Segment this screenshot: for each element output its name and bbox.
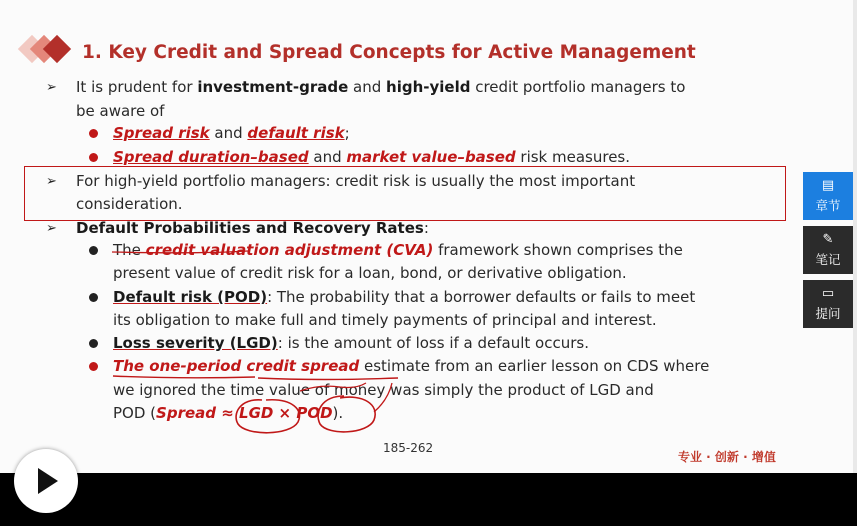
spread-formula: Spread ≈ LGD × POD <box>156 404 333 422</box>
text: and <box>209 124 248 142</box>
bullet-3-heading <box>76 219 429 237</box>
text: : <box>423 219 429 237</box>
sub-bullet-dot <box>89 293 98 302</box>
sub-bullet-spread-risk <box>113 124 350 142</box>
default-risk-pod-term: Default risk (POD) <box>113 288 268 306</box>
bullet-arrow-icon: ➢ <box>46 80 57 95</box>
spread-risk-term: Spread risk <box>113 124 210 142</box>
bold-high-yield: high-yield <box>386 78 471 96</box>
text: and <box>348 78 387 96</box>
spread-line-1 <box>113 357 709 375</box>
bullet-1-line-1 <box>76 78 685 96</box>
bullet-2-line-1: For high-yield portfolio managers: credit risk is usually the most important <box>76 172 636 190</box>
text: POD ( <box>113 404 157 422</box>
slogan: 专业 · 创新 · 增值 <box>678 450 776 464</box>
underline-one-period <box>113 376 255 378</box>
default-risk-term: default risk <box>247 124 345 142</box>
one-period-credit-spread-term: The one-period credit spread <box>113 357 360 375</box>
sub-bullet-risk-measures <box>113 148 630 166</box>
text: credit portfolio managers to <box>470 78 686 96</box>
loss-severity-term: Loss severity (LGD) <box>113 334 278 352</box>
question-label: 提问 <box>815 306 841 321</box>
text: and <box>308 148 347 166</box>
text: The <box>113 241 146 259</box>
sub-bullet-dot <box>89 153 98 162</box>
sub-bullet-dot <box>89 129 98 138</box>
text: : The probability that a borrower defaults or fails to meet <box>267 288 696 306</box>
default-probabilities-heading: Default Probabilities and Recovery Rates <box>76 219 424 237</box>
chapter-button[interactable] <box>803 172 853 220</box>
play-icon <box>38 468 58 494</box>
slide-edge <box>853 0 857 473</box>
slide-title: 1. Key Credit and Spread Concepts for Active Management <box>82 42 696 63</box>
text: ). <box>332 404 344 422</box>
market-value-term: market value–based <box>346 148 516 166</box>
bullet-2-line-2: consideration. <box>76 195 183 213</box>
bullet-arrow-icon: ➢ <box>46 221 57 236</box>
sub-bullet-dot <box>89 362 98 371</box>
sub-bullet-dot <box>89 339 98 348</box>
notes-button[interactable] <box>803 226 853 274</box>
cva-line-1 <box>113 241 683 259</box>
player-control-bar <box>0 473 857 526</box>
pod-line-1 <box>113 288 695 306</box>
pod-line-2: its obligation to make full and timely payments of principal and interest. <box>113 311 657 329</box>
bullet-1-line-2: be aware of <box>76 102 165 120</box>
question-button[interactable] <box>803 280 853 328</box>
cva-term: credit valuation adjustment (CVA) <box>145 241 434 259</box>
chat-icon: ▭ <box>821 286 835 301</box>
notes-label: 笔记 <box>815 252 841 267</box>
spread-duration-term: Spread duration–based <box>113 148 309 166</box>
bullet-arrow-icon: ➢ <box>46 174 57 189</box>
play-button[interactable] <box>14 449 78 513</box>
bold-investment-grade: investment-grade <box>197 78 349 96</box>
text: It is prudent for <box>76 78 198 96</box>
text: estimate from an earlier lesson on CDS where <box>359 357 710 375</box>
text: ; <box>344 124 350 142</box>
spread-line-2: we ignored the time value of money was simply the product of LGD and <box>113 381 654 399</box>
lgd-line <box>113 334 589 352</box>
cva-line-2: present value of credit risk for a loan, bond, or derivative obligation. <box>113 264 627 282</box>
sub-bullet-dot <box>89 246 98 255</box>
underline-credit-spread <box>258 378 398 380</box>
page-number: 185-262 <box>383 441 434 455</box>
text: risk measures. <box>515 148 631 166</box>
text: framework shown comprises the <box>433 241 683 259</box>
pen-icon: ✎ <box>822 232 834 247</box>
spread-formula-line <box>113 404 343 422</box>
chapter-label: 章节 <box>815 198 841 213</box>
list-icon: ▤ <box>821 178 835 193</box>
text: : is the amount of loss if a default occurs. <box>277 334 589 352</box>
